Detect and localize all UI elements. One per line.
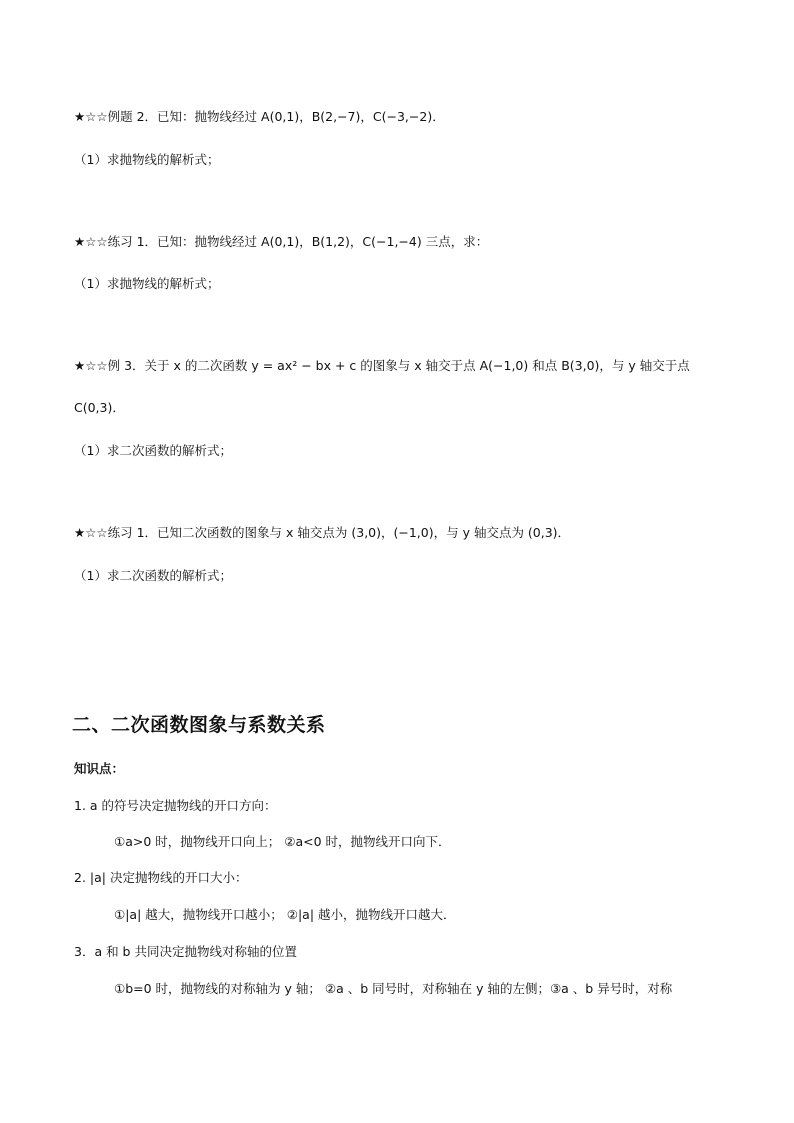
practice1b-question-1: （1）求二次函数的解析式； xyxy=(74,568,232,583)
practice1a-title: ★☆☆练习 1．已知：抛物线经过 A(0,1)，B(1,2)，C(−1,−4) 三点，求： xyxy=(74,234,489,249)
point-2-detail: ①|a| 越大，抛物线开口越小； ②|a| 越小，抛物线开口越大． xyxy=(114,907,456,922)
section-heading: 二、二次函数图象与系数关系 xyxy=(72,714,326,736)
point-2: 2. |a| 决定抛物线的开口大小： xyxy=(74,870,248,885)
example3-continuation: C(0,3)． xyxy=(74,400,125,415)
example2-title: ★☆☆例题 2．已知：抛物线经过 A(0,1)，B(2,−7)，C(−3,−2)． xyxy=(74,109,445,124)
point-1: 1. a 的符号决定抛物线的开口方向： xyxy=(74,798,277,813)
practice1a-question-1: （1）求抛物线的解析式； xyxy=(74,276,220,291)
point-3: 3．a 和 b 共同决定抛物线对称轴的位置 xyxy=(74,944,297,959)
point-1-detail: ①a>0 时，抛物线开口向上； ②a<0 时，抛物线开口向下． xyxy=(114,834,451,849)
knowledge-label: 知识点： xyxy=(74,761,125,776)
example3-title: ★☆☆例 3．关于 x 的二次函数 y = ax² − bx + c 的图象与 x 轴交于点 A(−1,0) 和点 B(3,0)，与 y 轴交于点 xyxy=(74,358,690,373)
example2-question-1: （1）求抛物线的解析式； xyxy=(74,152,220,167)
example3-question-1: （1）求二次函数的解析式； xyxy=(74,443,232,458)
point-3-detail: ①b=0 时，抛物线的对称轴为 y 轴； ②a 、b 同号时，对称轴在 y 轴的左侧；③a 、b 异号时，对称 xyxy=(114,981,673,996)
practice1b-title: ★☆☆练习 1．已知二次函数的图象与 x 轴交点为 (3,0)，(−1,0)，与 y 轴交点为 (0,3)． xyxy=(74,525,571,540)
